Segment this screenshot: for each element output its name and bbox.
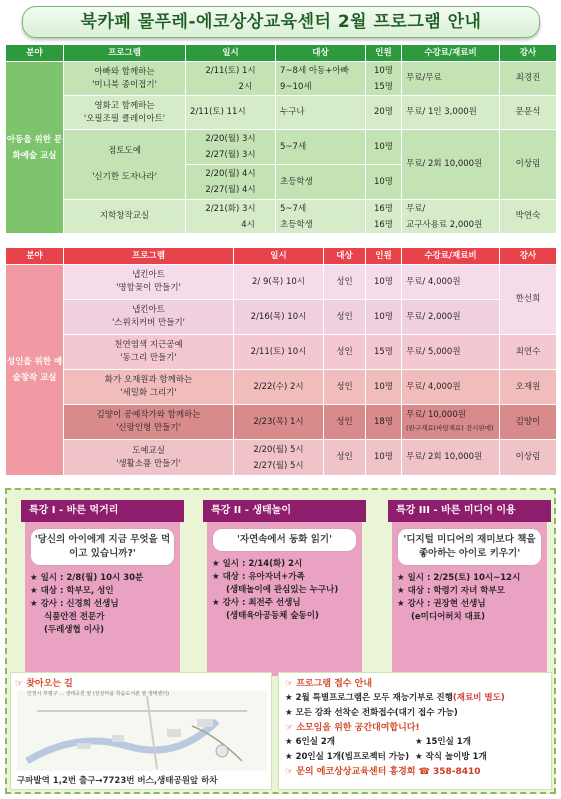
table-header-row: [6, 45, 557, 62]
fee-cell: 무료/ 2회 10,000원: [402, 130, 500, 200]
lecture-title: 특강 I - 바른 먹거리: [21, 500, 184, 522]
adult-program-table: [5, 247, 557, 476]
teacher-cell: 최경진: [500, 62, 557, 96]
program-cell: 천연염색 지근공예 '동그리 만들기': [64, 335, 234, 370]
program-cell: 화가 오재원과 함께하는 '세밀화 그리기': [64, 370, 234, 405]
program-cell: 김양이 공예작가와 함께하는 '신랑인형 만들기': [64, 405, 234, 440]
lecture-title: 특강 III - 바른 미디어 이용: [388, 500, 551, 522]
program-cell: 지학창작교실: [64, 200, 186, 234]
target-cell: 5~7세: [276, 130, 366, 165]
fee-cell: 무료/ 교구사용료 2,000원: [402, 200, 500, 234]
target-cell: 누구나: [276, 96, 366, 130]
count-cell: 10명: [366, 440, 402, 476]
directions-box: [10, 672, 272, 790]
header-date: 일시: [186, 45, 276, 62]
count-cell: 15명: [366, 335, 402, 370]
fee-cell: 무료/ 4,000원: [402, 265, 500, 300]
target-cell: 성인: [324, 335, 366, 370]
program-cell: 점토도예 '신기한 도자나라': [64, 130, 186, 200]
fee-cell: 무료/ 2,000원: [402, 300, 500, 335]
teacher-cell: 오재원: [500, 370, 557, 405]
rental-rooms: ★ 6인실 2개 ★ 15인실 1개: [285, 737, 471, 747]
count-cell: 10명: [366, 130, 402, 165]
table-row: [6, 300, 557, 335]
notice-line: ★ 모든 강좌 선착순 전화접수(대기 접수 가능): [285, 708, 458, 718]
date-cell: 2/20(월) 5시 2/27(월) 5시: [234, 440, 324, 476]
teacher-cell: 이상림: [500, 440, 557, 476]
lecture-info: ★ 일시 : 2/25(토) 10시~12시 ★ 대상 : 학령기 자녀 학부모 ★ 강사 : 권장현 선생님 (e미디어허치 대표): [397, 573, 521, 622]
target-cell: 5~7세 초등학생: [276, 200, 366, 234]
lecture-info: ★ 일시 : 2/14(화) 2시 ★ 대상 : 유아자녀+가족 (생태놀이에 관심있는 누구나) ★ 강사 : 최전주 선생님 (생태육아공동체 숲동이): [212, 559, 339, 621]
target-cell: 7~8세 아동+아빠 9~10세: [276, 62, 366, 96]
program-cell: 냅킨아트 '스위치커버 만들기': [64, 300, 234, 335]
table-row: [6, 96, 557, 130]
date-cell: 2/11(토) 10시: [234, 335, 324, 370]
page-title: 북카페 물푸레-에코상상교육센터 2월 프로그램 안내: [80, 12, 482, 32]
date-cell: 2/22(수) 2시: [234, 370, 324, 405]
target-cell: 성인: [324, 370, 366, 405]
date-cell: 2/ 9(목) 10시: [234, 265, 324, 300]
header-target: 대상: [324, 248, 366, 265]
directions-title: ☞ 찾아오는 길: [15, 679, 73, 689]
program-cell: 도예교실 '생활소품 만들기': [64, 440, 234, 476]
count-cell: 10명: [366, 370, 402, 405]
table-row: [6, 335, 557, 370]
notice-title: ☞ 프로그램 접수 안내: [285, 679, 373, 689]
fee-cell: 무료/무료: [402, 62, 500, 96]
count-cell: 10명 15명: [366, 62, 402, 96]
date-cell: 2/16(목) 10시: [234, 300, 324, 335]
header-target: 대상: [276, 45, 366, 62]
header-category: 분야: [6, 45, 64, 62]
date-cell: 2/21(화) 3시 4시: [186, 200, 276, 234]
count-cell: 10명: [366, 300, 402, 335]
rental-title: ☞ 소모임을 위한 공간대여합니다!: [285, 723, 420, 733]
table-row: [6, 62, 557, 96]
table-row: [6, 405, 557, 440]
table-row: [6, 265, 557, 300]
contact-info: ☞ 문의 에코상상교육센터 홍경희 ☎ 358-8410: [285, 767, 481, 777]
fee-cell: 무료/ 5,000원: [402, 335, 500, 370]
target-cell: 성인: [324, 405, 366, 440]
count-cell: 10명: [366, 265, 402, 300]
program-cell: 아빠와 함께하는 '미니북 종이접기': [64, 62, 186, 96]
program-cell: 영화고 함께하는 '오필조필 클레이아트': [64, 96, 186, 130]
notice-box: [278, 672, 552, 790]
rental-rooms: ★ 20인실 1개(빔프로젝터 가능) ★ 작식 놀이방 1개: [285, 752, 487, 762]
title-banner: [22, 6, 540, 38]
table-row: [6, 440, 557, 476]
date-cell: 2/20(월) 4시 2/27(월) 4시: [186, 165, 276, 200]
lecture-body: [392, 522, 547, 676]
target-cell: 성인: [324, 265, 366, 300]
table-row: [6, 200, 557, 234]
category-cell: 성인을 위한 예술창작 교실: [6, 265, 64, 476]
table-header-row: [6, 248, 557, 265]
header-program: 프로그램: [64, 45, 186, 62]
target-cell: 성인: [324, 300, 366, 335]
teacher-cell: 한선희: [500, 265, 557, 335]
header-count: 인원: [366, 45, 402, 62]
header-count: 인원: [366, 248, 402, 265]
header-program: 프로그램: [64, 248, 234, 265]
map-address: 인천시 부평구 ... 생태공원 옆 (상상마을 학습도서관 옆 생태센터): [27, 691, 170, 697]
teacher-cell: 박연숙: [500, 200, 557, 234]
children-program-table: [5, 44, 557, 234]
lecture-quote: '당신의 아이에게 지금 무엇을 먹이고 있습니까?': [30, 528, 175, 566]
lecture-card-1: [21, 500, 184, 676]
notice-line: ★ 2월 특별프로그램은 모두 재능기부로 진행(재료비 별도): [285, 693, 505, 703]
header-fee: 수강료/재료비: [402, 248, 500, 265]
lecture-info: ★ 일시 : 2/8(월) 10시 30분 ★ 대상 : 학부모, 성인 ★ 강사 : 신경희 선생님 식품안전 전문가 (두레생협 이사): [30, 573, 144, 635]
fee-cell: 무료/ 10,000원 (완구재료(바탕재료) 전시판매): [402, 405, 500, 440]
date-cell: 2/20(월) 3시 2/27(월) 3시: [186, 130, 276, 165]
target-cell: 초등학생: [276, 165, 366, 200]
date-cell: 2/11(토) 11시: [186, 96, 276, 130]
lecture-body: [207, 522, 362, 676]
table-row: [6, 370, 557, 405]
lecture-quote: '자연속에서 동화 읽기': [212, 528, 357, 552]
fee-cell: 무료/ 1인 3,000원: [402, 96, 500, 130]
count-cell: 16명 16명: [366, 200, 402, 234]
location-map: [17, 691, 267, 771]
header-category: 분야: [6, 248, 64, 265]
fee-cell: 무료/ 2회 10,000원: [402, 440, 500, 476]
teacher-cell: 최연수: [500, 335, 557, 370]
count-cell: 18명: [366, 405, 402, 440]
teacher-cell: 김양이: [500, 405, 557, 440]
lecture-body: [25, 522, 180, 676]
header-fee: 수강료/재료비: [402, 45, 500, 62]
target-cell: 성인: [324, 440, 366, 476]
table-row: [6, 130, 557, 165]
lecture-card-3: [388, 500, 551, 676]
category-cell: 아동을 위한 문화예술 교실: [6, 62, 64, 234]
directions-footer: 구파발역 1,2번 출구→7723번 버스,생태공원앞 하차: [17, 776, 218, 786]
header-date: 일시: [234, 248, 324, 265]
count-cell: 10명: [366, 165, 402, 200]
lecture-card-2: [203, 500, 366, 676]
count-cell: 20명: [366, 96, 402, 130]
lecture-quote: '디지털 미디어의 재미보다 책을 좋아하는 아이로 키우기': [397, 528, 542, 566]
program-cell: 냅킨아트 '명함꽂이 만들기': [64, 265, 234, 300]
header-teacher: 강사: [500, 248, 557, 265]
date-cell: 2/23(목) 1시: [234, 405, 324, 440]
teacher-cell: 문문석: [500, 96, 557, 130]
teacher-cell: 이상림: [500, 130, 557, 200]
date-cell: 2/11(토) 1시 2시: [186, 62, 276, 96]
lecture-title: 특강 II - 생태놀이: [203, 500, 366, 522]
fee-cell: 무료/ 4,000원: [402, 370, 500, 405]
header-teacher: 강사: [500, 45, 557, 62]
